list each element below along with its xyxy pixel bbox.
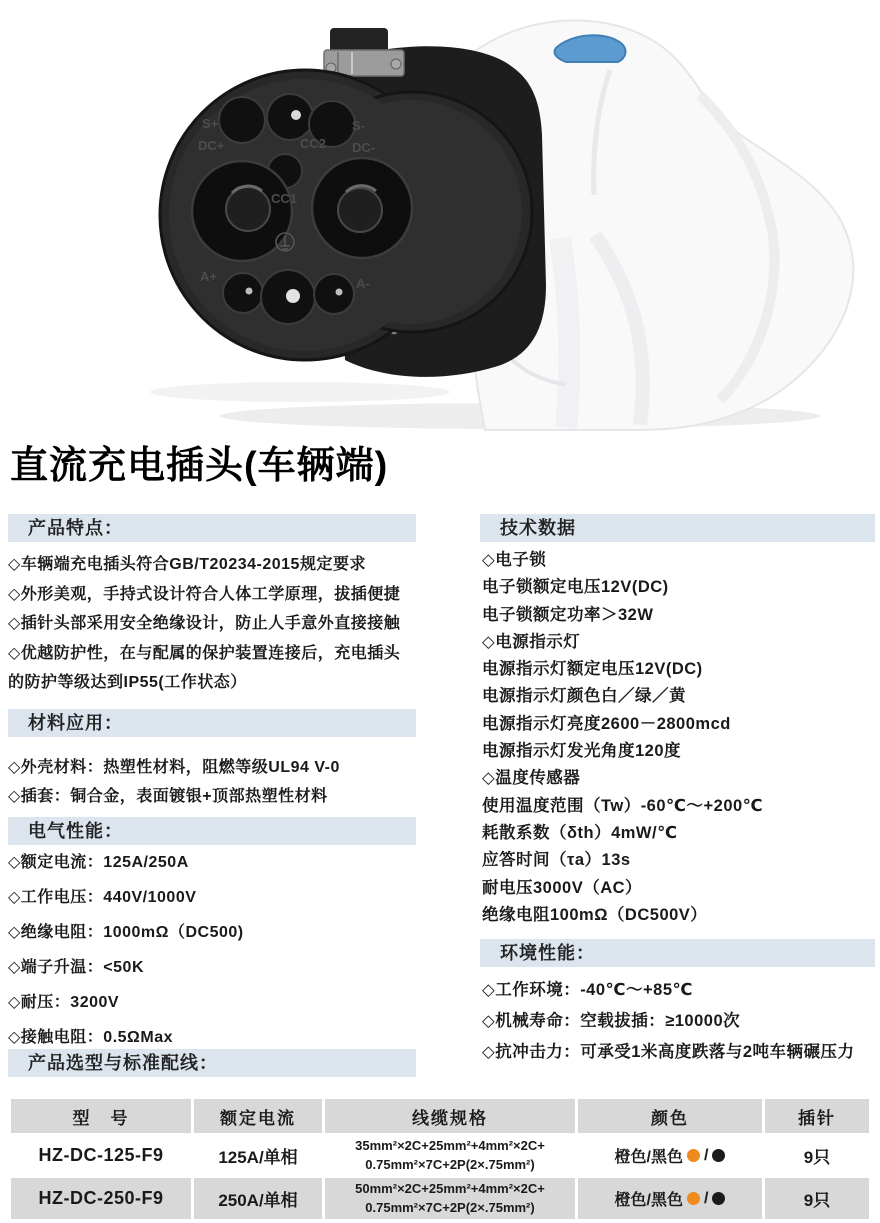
product-photo	[0, 0, 880, 438]
pin-label-cc1: CC1	[271, 191, 298, 206]
environment-item: ◇抗冲击力：可承受1米高度跌落与2吨车辆碾压力	[482, 1043, 855, 1061]
page-title: 直流充电插头(车辆端)	[10, 445, 389, 487]
cell-color	[578, 1178, 762, 1219]
black-dot-icon	[712, 1149, 725, 1162]
pin-label-s-plus: S+	[202, 116, 219, 131]
cable-spec-line2: 0.75mm²×7C+2P(2×.75mm²)	[365, 1199, 535, 1215]
section-heading-features: 产品特点：	[8, 514, 416, 542]
section-heading-environment: 环境性能：	[480, 939, 875, 967]
section-heading-technical: 技术数据	[480, 514, 875, 542]
cell-pins: 9只	[765, 1178, 869, 1219]
materials-list	[8, 753, 420, 811]
feature-item: ◇车辆端充电插头符合GB/T20234-2015规定要求	[8, 556, 366, 573]
cell-cable	[325, 1178, 575, 1219]
cell-pins: 9只	[803, 1148, 831, 1167]
color-dot-separator: /	[704, 1146, 709, 1164]
technical-item: 使用温度范围（Tw）-60℃～+200℃	[482, 796, 764, 815]
cell-current: 125A/单相	[218, 1148, 298, 1167]
feature-item-continuation: 的防护等级达到IP55(工作状态）	[8, 674, 247, 691]
cable-spec-line1: 50mm²×2C+25mm²+4mm²×2C+	[355, 1180, 545, 1196]
color-label: 橙色/黑色	[614, 1192, 683, 1209]
material-item: ◇外壳材料：热塑性材料，阻燃等级UL94 V-0	[8, 759, 340, 776]
cable-spec-line2: 0.75mm²×7C+2P(2×.75mm²)	[365, 1156, 535, 1172]
pin-label-cc2: CC2	[300, 136, 327, 151]
environment-list	[482, 975, 880, 1068]
electrical-list	[8, 845, 420, 1055]
black-dot-icon	[712, 1192, 725, 1205]
pin-label-s-minus: S-	[352, 118, 365, 133]
feature-item: ◇外形美观，手持式设计符合人体工学原理，拔插便捷	[8, 585, 401, 603]
table-row	[11, 1178, 869, 1219]
section-heading-selection: 产品选型与标准配线：	[8, 1049, 416, 1077]
photo-shadow-2	[150, 382, 450, 402]
color-label: 橙色/黑色	[614, 1149, 683, 1166]
pin-label-dc-minus: DC-	[352, 140, 376, 155]
technical-item: 电子锁额定电压12V(DC)	[482, 578, 669, 597]
cell-color	[578, 1135, 762, 1176]
col-header-model: 型 号	[11, 1099, 191, 1133]
material-item: ◇插套：铜合金，表面镀银+顶部热塑性材料	[8, 788, 328, 805]
orange-dot-icon	[687, 1149, 700, 1162]
table-row	[11, 1135, 869, 1176]
features-list	[8, 550, 420, 698]
technical-item: ◇电源指示灯	[482, 632, 581, 651]
table-header-row	[11, 1099, 869, 1133]
electrical-item: ◇耐压：3200V	[8, 994, 120, 1011]
technical-item: ◇电子锁	[482, 551, 547, 569]
feature-item: ◇插针头部采用安全绝缘设计，防止人手意外直接接触	[8, 615, 401, 632]
electrical-item: ◇工作电压：440V/1000V	[8, 889, 197, 906]
feature-item: ◇优越防护性，在与配属的保护装置连接后，充电插头	[8, 644, 401, 662]
environment-item: ◇机械寿命：空载拔插：≥10000次	[482, 1012, 741, 1030]
pin-label-a-plus: A+	[200, 269, 217, 284]
cell-current: 250A/单相	[194, 1178, 322, 1219]
electrical-item: ◇绝缘电阻：1000mΩ（DC500)	[8, 924, 244, 941]
cell-model: HZ-DC-250-F9	[11, 1178, 191, 1219]
col-header-cable: 线缆规格	[325, 1099, 575, 1133]
color-dot-separator: /	[704, 1189, 709, 1207]
technical-item: 应答时间（τa）13s	[482, 851, 631, 870]
technical-item: 耗散系数（δth）4mW/℃	[482, 823, 678, 842]
electrical-item: ◇额定电流：125A/250A	[8, 854, 189, 871]
technical-item: 电源指示灯颜色白／绿／黄	[482, 687, 686, 706]
electrical-item: ◇端子升温：<50K	[8, 959, 145, 976]
environment-item: ◇工作环境：-40℃～+85℃	[482, 981, 693, 999]
technical-item: 耐电压3000V（AC）	[482, 878, 643, 897]
pin-label-dc-plus: DC+	[198, 138, 225, 153]
technical-list	[482, 547, 877, 929]
cell-model: HZ-DC-125-F9	[38, 1145, 164, 1165]
technical-item: 电源指示灯额定电压12V(DC)	[482, 660, 703, 679]
cable-spec-line1: 35mm²×2C+25mm²+4mm²×2C+	[355, 1137, 545, 1153]
col-header-pins: 插针	[765, 1099, 869, 1133]
selection-table	[8, 1097, 872, 1221]
col-header-color: 颜色	[578, 1099, 762, 1133]
section-heading-electrical: 电气性能：	[8, 817, 416, 845]
technical-item: 绝缘电阻100mΩ（DC500V）	[482, 905, 708, 924]
technical-item: 电源指示灯发光角度120度	[482, 742, 682, 761]
cell-cable	[325, 1135, 575, 1176]
electrical-item: ◇接触电阻：0.5ΩMax	[8, 1029, 174, 1046]
pin-label-a-minus: A-	[356, 276, 370, 291]
technical-item: 电子锁额定功率＞32W	[482, 605, 654, 624]
technical-item: ◇温度传感器	[482, 769, 581, 788]
section-heading-materials: 材料应用：	[8, 709, 416, 737]
technical-item: 电源指示灯亮度2600－2800mcd	[482, 714, 731, 733]
col-header-current: 额定电流	[194, 1099, 322, 1133]
orange-dot-icon	[687, 1192, 700, 1205]
